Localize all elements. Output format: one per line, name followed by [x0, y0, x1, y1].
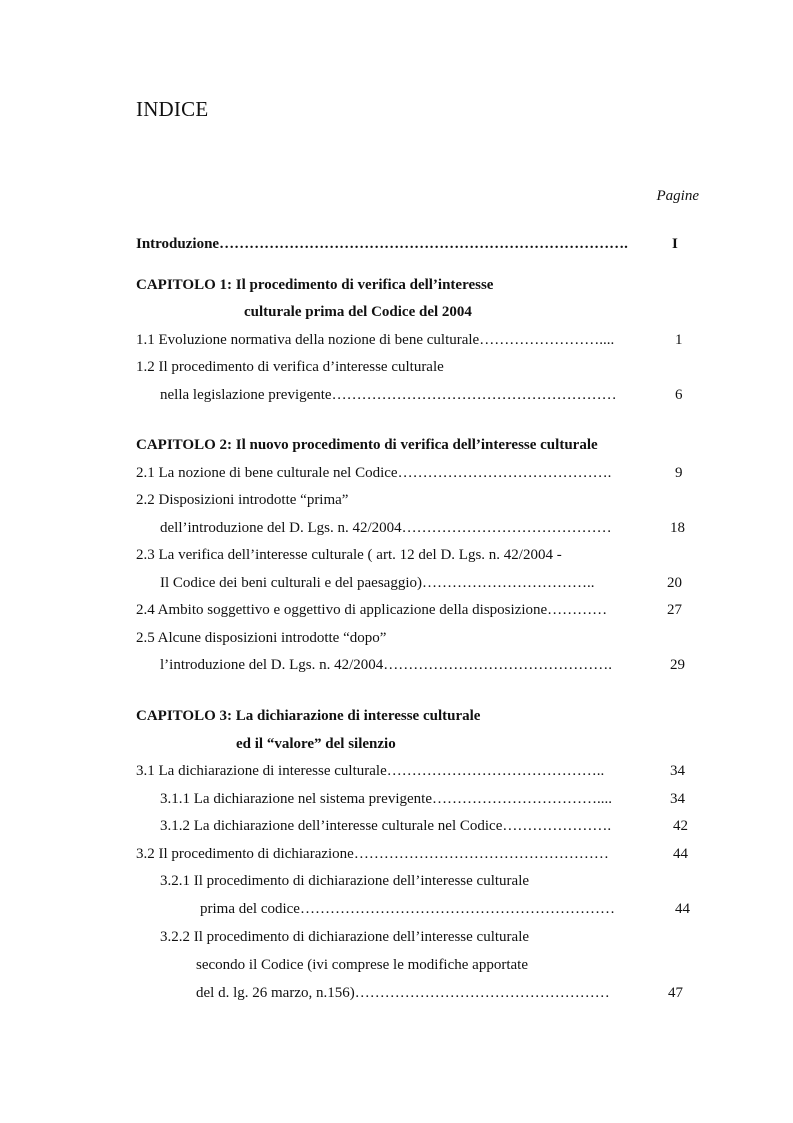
- toc-page-number: 47: [668, 985, 683, 1001]
- toc-entry: 1.1 Evoluzione normativa della nozione di bene culturale……………………....: [136, 332, 615, 348]
- toc-subentry: 3.2.1 Il procedimento di dichiarazione dell’interesse culturale: [160, 873, 530, 889]
- toc-subentry: 3.1.1 La dichiarazione nel sistema previgente……………………………....: [160, 791, 612, 807]
- toc-page-number: 34: [670, 791, 685, 807]
- toc-entry-continued: Il Codice dei beni culturali e del paesaggio)……………………………..: [160, 575, 595, 591]
- toc-entry: 3.2 Il procedimento di dichiarazione……………………………………………: [136, 846, 609, 862]
- toc-entry: 2.4 Ambito soggettivo e oggettivo di applicazione della disposizione…………: [136, 602, 608, 618]
- toc-page-number: 9: [675, 465, 683, 481]
- toc-entry: 2.5 Alcune disposizioni introdotte “dopo”: [136, 630, 387, 646]
- chapter-heading: CAPITOLO 3: La dichiarazione di interesse culturale: [136, 708, 481, 724]
- chapter-heading: CAPITOLO 1: Il procedimento di verifica dell’interesse: [136, 277, 494, 293]
- toc-page-number: 1: [675, 332, 683, 348]
- toc-subentry-continued: secondo il Codice (ivi comprese le modifiche apportate: [196, 957, 528, 973]
- toc-page-number: 27: [667, 602, 682, 618]
- chapter-heading-continued: culturale prima del Codice del 2004: [244, 304, 472, 320]
- toc-subentry-continued: del d. lg. 26 marzo, n.156)……………………………………………: [196, 985, 610, 1001]
- toc-page-number: 44: [675, 901, 690, 917]
- toc-entry: 1.2 Il procedimento di verifica d’interesse culturale: [136, 359, 444, 375]
- toc-entry-introduzione: Introduzione……………………………………………………………………….: [136, 236, 628, 252]
- chapter-heading: CAPITOLO 2: Il nuovo procedimento di verifica dell’interesse culturale: [136, 437, 598, 453]
- pages-column-label: Pagine: [656, 188, 699, 204]
- toc-page-number: 42: [673, 818, 688, 834]
- toc-entry: 2.3 La verifica dell’interesse culturale ( art. 12 del D. Lgs. n. 42/2004 -: [136, 547, 562, 563]
- toc-page-number: 18: [670, 520, 685, 536]
- toc-subentry: 3.2.2 Il procedimento di dichiarazione dell’interesse culturale: [160, 929, 530, 945]
- toc-entry-continued: nella legislazione previgente…………………………………………………: [160, 387, 617, 403]
- page-title: INDICE: [136, 97, 209, 121]
- toc-entry-continued: dell’introduzione del D. Lgs. n. 42/2004……………………………………: [160, 520, 612, 536]
- toc-page-number: I: [672, 236, 678, 252]
- toc-page-number: 29: [670, 657, 685, 673]
- chapter-heading-continued: ed il “valore” del silenzio: [236, 736, 396, 752]
- toc-subentry-continued: prima del codice………………………………………………………: [200, 901, 615, 917]
- toc-page-number: 34: [670, 763, 685, 779]
- toc-entry-continued: l’introduzione del D. Lgs. n. 42/2004……………………………………….: [160, 657, 613, 673]
- toc-entry: 3.1 La dichiarazione di interesse culturale……………………………………..: [136, 763, 605, 779]
- toc-page-number: 20: [667, 575, 682, 591]
- toc-subentry: 3.1.2 La dichiarazione dell’interesse culturale nel Codice………………….: [160, 818, 612, 834]
- toc-page-number: 6: [675, 387, 683, 403]
- toc-entry: 2.2 Disposizioni introdotte “prima”: [136, 492, 349, 508]
- toc-page-number: 44: [673, 846, 688, 862]
- toc-entry: 2.1 La nozione di bene culturale nel Codice…………………………………….: [136, 465, 612, 481]
